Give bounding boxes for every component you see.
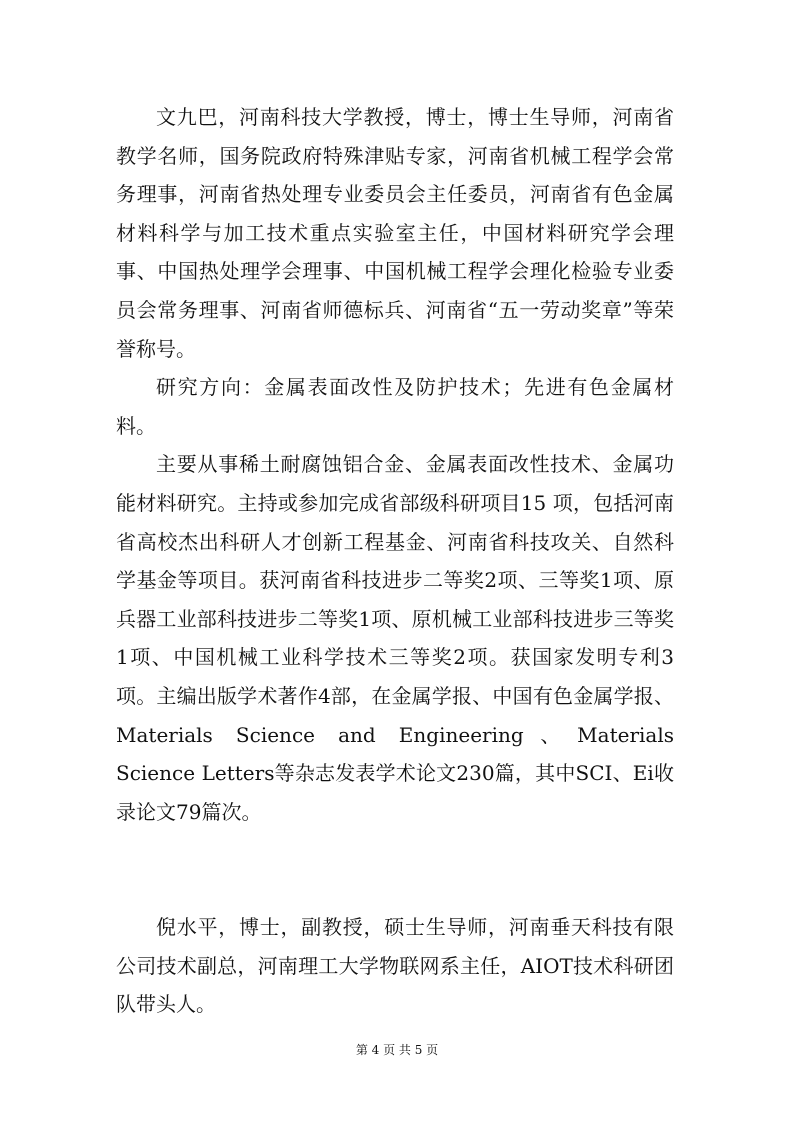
bio-paragraph-wen-jiuba: 文九巴，河南科技大学教授，博士，博士生导师，河南省教学名师，国务院政府特殊津贴专家，河南省机械工程学会常务理事，河南省热处理专业委员会主任委员，河南省有色金属材料科学与加工技术重点实验室主任，中国材料研究学会理事、中国热处理学会理事、中国机械工程学会理化检验专业委员会常务理事、河南省师德标兵、河南省“五一劳动奖章”等荣誉称号。 [116,105,674,361]
page-number-footer: 第 4 页 共 5 页 [355,1043,439,1057]
bio-paragraph-ni-shuiping: 倪水平，博士，副教授，硕士生导师，河南垂天科技有限公司技术副总，河南理工大学物联网系主任，AIOT技术科研团队带头人。 [116,915,674,1017]
research-achievements-paragraph: 主要从事稀土耐腐蚀铝合金、金属表面改性技术、金属功能材料研究。主持或参加完成省部级科研项目15 项，包括河南省高校杰出科研人才创新工程基金、河南省科技攻关、自然科学基金等项目。获河南省科技进步二等奖2项、三等奖1项、原兵器工业部科技进步二等奖1项、原机械工业部科技进步三等奖1项、中国机械工业科学技术三等奖2项。获国家发明专利3项。主编出版学术著作4部，在金属学报、中国有色金属学报、Materials Science and Engineering、Materials Science Letters等杂志发表学术论文230篇，其中SCI、Ei收录论文79篇次。 [116,452,674,824]
paragraph-spacer [116,831,674,908]
research-direction-paragraph: 研究方向：金属表面改性及防护技术；先进有色金属材料。 [116,375,674,438]
page-body [116,98,674,1024]
